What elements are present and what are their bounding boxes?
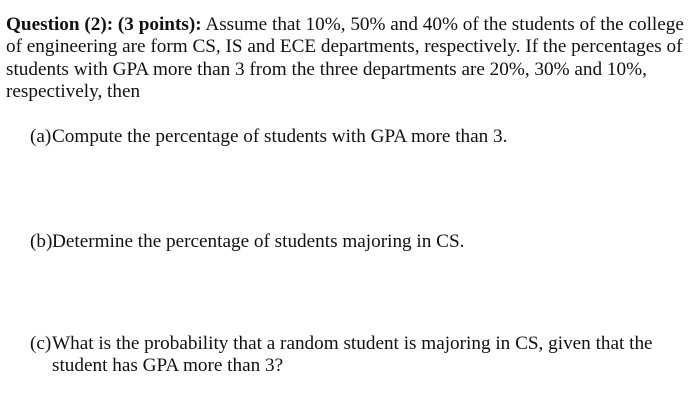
part-c-text: What is the probability that a random student is majoring in CS, given that the student has GPA more than 3? [52, 333, 653, 377]
part-b-text: Determine the percentage of students majoring in CS. [52, 231, 465, 252]
question-label: Question (2): (3 points): [6, 14, 202, 35]
part-c-marker: (c) [30, 333, 52, 354]
question-text: Assume that 10%, 50% and 40% of the students of the college of engineering are form CS, IS and ECE departments, respectively. If the percentages of students with GPA more than 3 from the three departments are 20%, 30% and 10%, respectively, then [6, 14, 684, 103]
part-a-marker: (a) [30, 126, 52, 147]
part-b-marker: (b) [30, 231, 53, 252]
question-statement [6, 14, 692, 104]
part-a-text: Compute the percentage of students with GPA more than 3. [52, 126, 508, 147]
part-b [30, 231, 694, 253]
part-a [30, 126, 694, 148]
part-c [30, 333, 694, 378]
